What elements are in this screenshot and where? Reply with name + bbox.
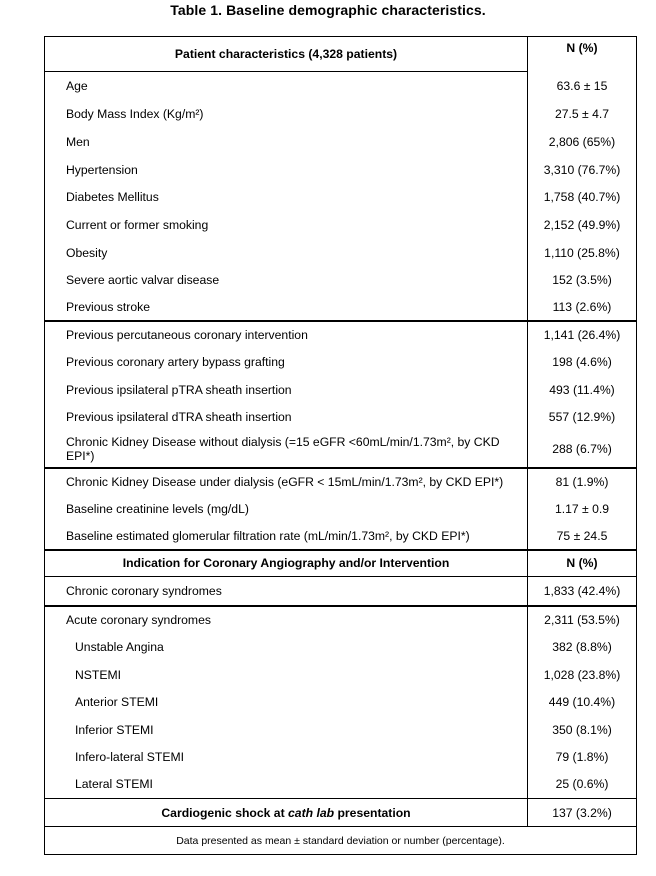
row-label: Hypertension <box>45 156 528 184</box>
table-row <box>45 294 637 321</box>
row-value: 27.5 ± 4.7 <box>528 100 637 128</box>
row-value: 2,311 (53.5%) <box>528 606 637 634</box>
row-label: Chronic Kidney Disease under dialysis (eGFR < 15mL/min/1.73m², by CKD EPI*) <box>45 468 528 495</box>
table-row <box>45 606 637 634</box>
shock-label-em: cath lab <box>288 805 335 820</box>
row-value: 152 (3.5%) <box>528 267 637 294</box>
table-row <box>45 661 637 689</box>
row-value: 1,028 (23.8%) <box>528 661 637 689</box>
row-value: 1,110 (25.8%) <box>528 239 637 267</box>
row-label: Lateral STEMI <box>45 771 528 799</box>
indication-n-header: N (%) <box>528 550 637 577</box>
table-row <box>45 349 637 376</box>
table-row <box>45 376 637 404</box>
row-label: Previous coronary artery bypass grafting <box>45 349 528 376</box>
shock-label-after: presentation <box>334 805 411 820</box>
row-value: 113 (2.6%) <box>528 294 637 321</box>
table-row <box>45 634 637 661</box>
row-label: Baseline estimated glomerular filtration rate (mL/min/1.73m², by CKD EPI*) <box>45 523 528 550</box>
table-row <box>45 72 637 100</box>
row-label: Infero-lateral STEMI <box>45 744 528 771</box>
indication-header-row <box>45 550 637 577</box>
baseline-characteristics-table <box>44 36 637 855</box>
row-label: Previous percutaneous coronary intervention <box>45 321 528 349</box>
row-label: Chronic coronary syndromes <box>45 577 528 606</box>
n-header: N (%) <box>528 37 637 72</box>
table-row <box>45 744 637 771</box>
shock-label-before: Cardiogenic shock at <box>161 805 289 820</box>
indication-header: Indication for Coronary Angiography and/or Intervention <box>45 550 528 577</box>
table-row <box>45 495 637 523</box>
table-row <box>45 431 637 468</box>
row-value: 449 (10.4%) <box>528 689 637 716</box>
row-label: Previous ipsilateral dTRA sheath insertion <box>45 404 528 431</box>
row-value: 382 (8.8%) <box>528 634 637 661</box>
table-row <box>45 404 637 431</box>
table-title: Table 1. Baseline demographic characteristics. <box>170 2 486 18</box>
row-value: 1,758 (40.7%) <box>528 184 637 211</box>
row-value: 2,806 (65%) <box>528 128 637 156</box>
row-label: Age <box>45 72 528 100</box>
row-value: 79 (1.8%) <box>528 744 637 771</box>
row-value: 3,310 (76.7%) <box>528 156 637 184</box>
row-value: 75 ± 24.5 <box>528 523 637 550</box>
row-value: 350 (8.1%) <box>528 716 637 744</box>
row-label: Acute coronary syndromes <box>45 606 528 634</box>
table-header-row <box>45 37 637 72</box>
row-value: 25 (0.6%) <box>528 771 637 799</box>
table-row <box>45 156 637 184</box>
footnote-row <box>45 827 637 855</box>
row-label: Baseline creatinine levels (mg/dL) <box>45 495 528 523</box>
table-row <box>45 577 637 606</box>
row-label: Anterior STEMI <box>45 689 528 716</box>
row-value: 1.17 ± 0.9 <box>528 495 637 523</box>
row-label: Previous stroke <box>45 294 528 321</box>
cardiogenic-shock-label <box>45 799 528 827</box>
table-row <box>45 211 637 239</box>
row-value: 557 (12.9%) <box>528 404 637 431</box>
row-value: 81 (1.9%) <box>528 468 637 495</box>
row-label: Unstable Angina <box>45 634 528 661</box>
footnote: Data presented as mean ± standard deviation or number (percentage). <box>45 827 637 855</box>
table-row <box>45 321 637 349</box>
row-value: 288 (6.7%) <box>528 431 637 468</box>
characteristics-header: Patient characteristics (4,328 patients) <box>45 37 528 72</box>
row-value: 493 (11.4%) <box>528 376 637 404</box>
row-label: Men <box>45 128 528 156</box>
row-value: 1,833 (42.4%) <box>528 577 637 606</box>
row-label: Inferior STEMI <box>45 716 528 744</box>
row-label: Diabetes Mellitus <box>45 184 528 211</box>
row-label: Obesity <box>45 239 528 267</box>
row-value: 198 (4.6%) <box>528 349 637 376</box>
table-row <box>45 128 637 156</box>
cardiogenic-shock-value: 137 (3.2%) <box>528 799 637 827</box>
table-row <box>45 267 637 294</box>
row-value: 2,152 (49.9%) <box>528 211 637 239</box>
table-row <box>45 771 637 799</box>
row-value: 1,141 (26.4%) <box>528 321 637 349</box>
table-row <box>45 100 637 128</box>
row-label: NSTEMI <box>45 661 528 689</box>
table-row <box>45 716 637 744</box>
row-label: Chronic Kidney Disease without dialysis (=15 eGFR <60mL/min/1.73m², by CKD EPI*) <box>45 431 528 468</box>
table-row <box>45 239 637 267</box>
table-row <box>45 184 637 211</box>
row-label: Body Mass Index (Kg/m²) <box>45 100 528 128</box>
cardiogenic-shock-row <box>45 799 637 827</box>
row-label: Severe aortic valvar disease <box>45 267 528 294</box>
table-row <box>45 523 637 550</box>
table-row <box>45 468 637 495</box>
row-value: 63.6 ± 15 <box>528 72 637 100</box>
row-label: Current or former smoking <box>45 211 528 239</box>
row-label: Previous ipsilateral pTRA sheath insertion <box>45 376 528 404</box>
table-row <box>45 689 637 716</box>
